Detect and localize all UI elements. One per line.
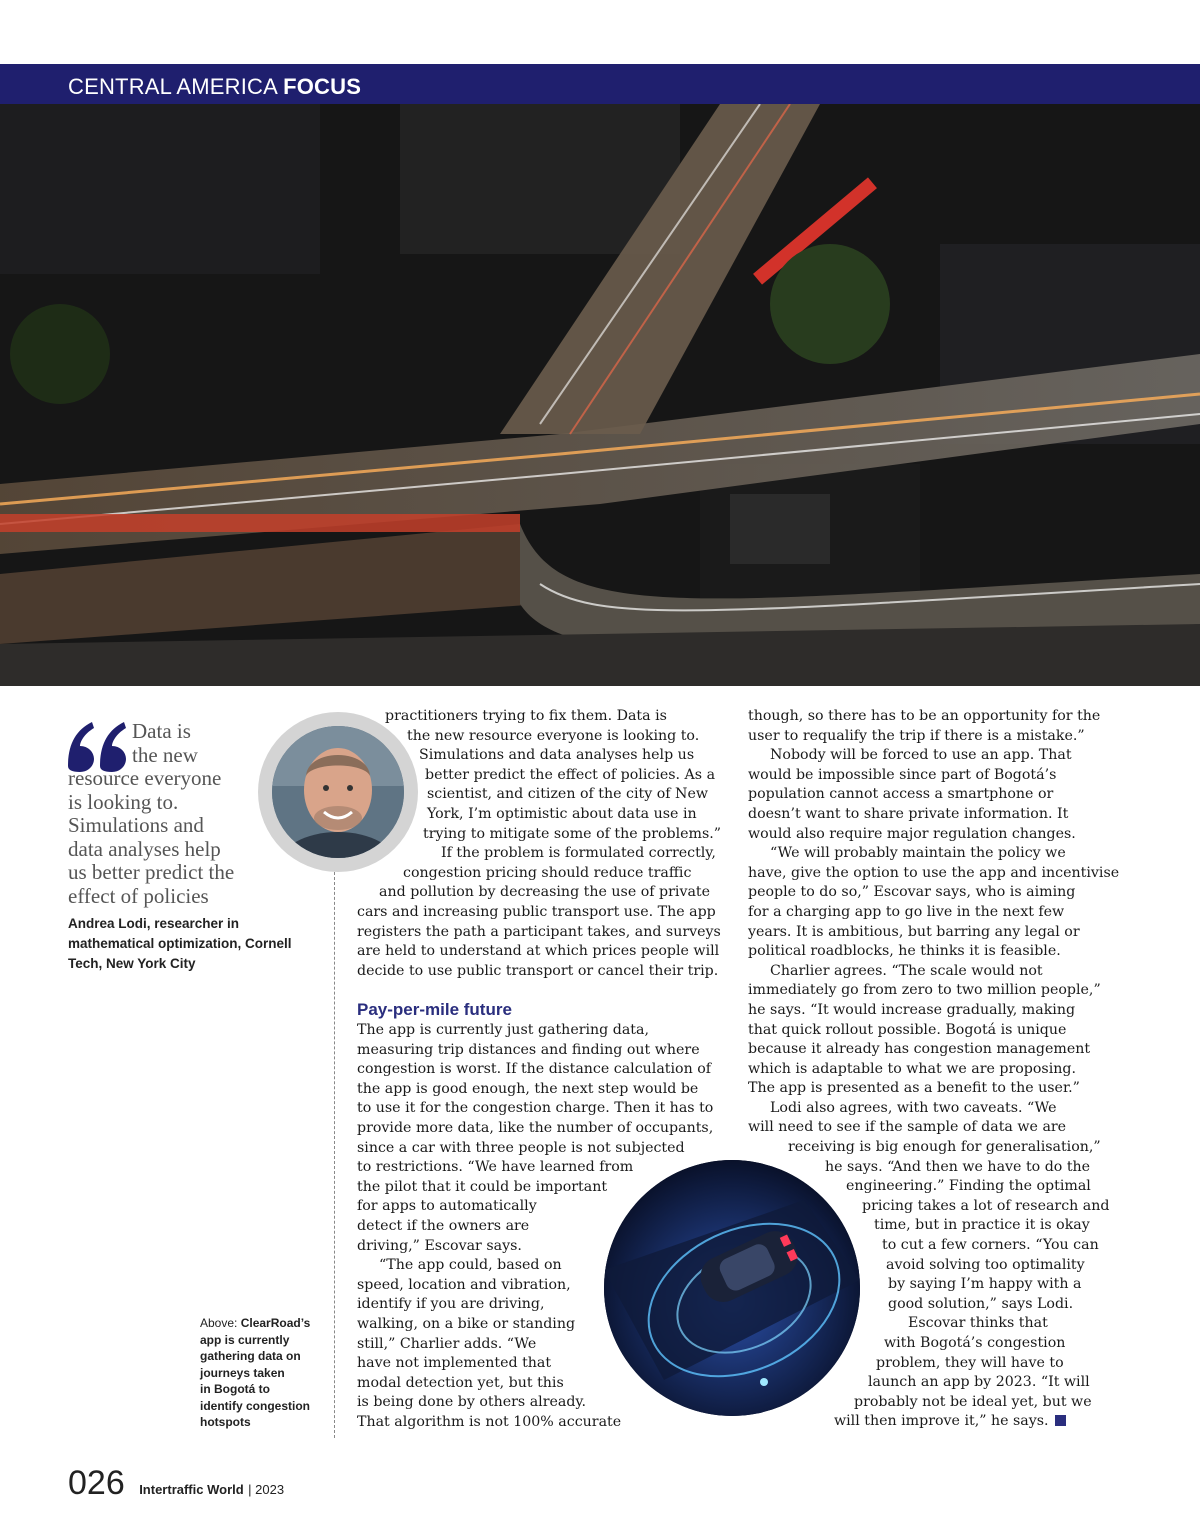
body-line: York, I’m optimistic about data use in bbox=[427, 805, 697, 822]
pull-quote-line: Data is bbox=[132, 719, 191, 743]
body-line: for a charging app to go live in the next few bbox=[748, 903, 1065, 920]
body-line: pricing takes a lot of research and bbox=[862, 1197, 1110, 1214]
body-line: will then improve it,” he says. bbox=[834, 1413, 1049, 1430]
body-line: Escovar thinks that bbox=[908, 1315, 1048, 1332]
body-line: population cannot access a smartphone or bbox=[748, 786, 1054, 803]
body-line: to restrictions. “We have learned from bbox=[357, 1159, 634, 1176]
body-line: to use it for the congestion charge. Then it has to bbox=[357, 1100, 714, 1117]
body-line: would also require major regulation changes. bbox=[748, 825, 1076, 842]
body-line: Charlier agrees. “The scale would not bbox=[770, 962, 1043, 979]
body-line: congestion pricing should reduce traffic bbox=[403, 864, 692, 881]
body-line: Lodi also agrees, with two caveats. “We bbox=[770, 1099, 1057, 1116]
body-line: since a car with three people is not subjected bbox=[357, 1139, 685, 1156]
article-column-middle-top bbox=[357, 707, 721, 981]
body-line: cars and increasing public transport use. The app bbox=[357, 903, 716, 920]
aerial-night-intersection-image bbox=[0, 104, 1200, 686]
attribution-line: mathematical optimization, Cornell bbox=[68, 936, 292, 951]
body-line: years. It is ambitious, but barring any legal or bbox=[748, 923, 1080, 940]
body-line: still,” Charlier adds. “We bbox=[357, 1335, 537, 1352]
hero-photo bbox=[0, 104, 1200, 686]
photo-caption bbox=[200, 1315, 325, 1431]
body-line: better predict the effect of policies. As a bbox=[425, 766, 716, 783]
body-line: the new resource everyone is looking to. bbox=[407, 727, 700, 744]
end-mark-icon bbox=[1055, 1415, 1066, 1426]
body-line: congestion is worst. If the distance calculation of bbox=[357, 1061, 712, 1078]
body-line: have, give the option to use the app and incentivise bbox=[748, 864, 1120, 881]
body-line: political roadblocks, he thinks it is feasible. bbox=[748, 943, 1061, 960]
body-line: speed, location and vibration, bbox=[357, 1276, 571, 1293]
body-line: by saying I’m happy with a bbox=[888, 1276, 1082, 1293]
body-line: immediately go from zero to two million people,” bbox=[748, 982, 1101, 999]
body-line: the app is good enough, the next step would be bbox=[357, 1080, 699, 1097]
body-line: engineering.” Finding the optimal bbox=[846, 1178, 1091, 1195]
caption-line: app is currently bbox=[200, 1332, 290, 1347]
body-line: and pollution by decreasing the use of private bbox=[379, 884, 711, 901]
body-line: practitioners trying to fix them. Data is bbox=[385, 708, 667, 724]
body-line: launch an app by 2023. “It will bbox=[868, 1374, 1090, 1391]
attribution-line: Tech, New York City bbox=[68, 956, 196, 971]
pull-quote-line: the new bbox=[132, 742, 198, 767]
body-line: the pilot that it could be important bbox=[357, 1178, 608, 1195]
body-line: would be impossible since part of Bogotá’s bbox=[748, 766, 1057, 783]
body-line: have not implemented that bbox=[357, 1355, 552, 1372]
body-line: The app is presented as a benefit to the user.” bbox=[748, 1080, 1080, 1097]
pull-quote-line: data analyses help bbox=[68, 836, 221, 861]
body-line: walking, on a bike or standing bbox=[357, 1315, 576, 1332]
body-line: detect if the owners are bbox=[357, 1217, 530, 1234]
attribution-line: Andrea Lodi, researcher in bbox=[68, 916, 240, 931]
caption-lead: Above: bbox=[200, 1316, 238, 1330]
body-line: decide to use public transport or cancel their trip. bbox=[357, 962, 719, 979]
body-line: probably not be ideal yet, but we bbox=[854, 1393, 1092, 1410]
section-focus: FOCUS bbox=[283, 74, 362, 99]
body-line: scientist, and citizen of the city of New bbox=[427, 786, 708, 803]
caption-line: gathering data on bbox=[200, 1349, 301, 1363]
body-line: “The app could, based on bbox=[379, 1257, 562, 1274]
pull-quote-line: is looking to. bbox=[68, 789, 179, 814]
body-line: avoid solving too optimality bbox=[886, 1256, 1085, 1273]
caption-line: hotspots bbox=[200, 1415, 251, 1429]
caption-line: in Bogotá to bbox=[200, 1382, 270, 1396]
issue-year: | 2023 bbox=[248, 1482, 285, 1497]
body-line: identify if you are driving, bbox=[357, 1296, 545, 1313]
magazine-name: Intertraffic World bbox=[139, 1482, 244, 1497]
body-line: The app is currently just gathering data, bbox=[357, 1022, 649, 1038]
body-line: are held to understand at which prices people will bbox=[357, 943, 720, 960]
body-line: that quick rollout possible. Bogotá is unique bbox=[748, 1021, 1067, 1038]
body-line: people to do so,” Escovar says, who is aiming bbox=[748, 884, 1076, 901]
section-title: CENTRAL AMERICA bbox=[68, 74, 277, 99]
body-line: good solution,” says Lodi. bbox=[888, 1295, 1074, 1312]
body-line: Simulations and data analyses help us bbox=[419, 747, 695, 764]
body-line: Nobody will be forced to use an app. That bbox=[770, 747, 1072, 764]
body-line: he says. “It would increase gradually, making bbox=[748, 1001, 1076, 1018]
body-line: That algorithm is not 100% accurate bbox=[357, 1413, 622, 1430]
pull-quote-line: resource everyone bbox=[68, 766, 222, 790]
body-line: will need to see if the sample of data we are bbox=[748, 1119, 1067, 1136]
section-subheading: Pay-per-mile future bbox=[357, 1000, 512, 1019]
body-line: time, but in practice it is okay bbox=[874, 1217, 1090, 1234]
pull-quote-line: Simulations and bbox=[68, 813, 204, 837]
body-line: “We will probably maintain the policy we bbox=[770, 845, 1066, 862]
body-line: because it already has congestion management bbox=[748, 1041, 1091, 1058]
body-line: user to requalify the trip if there is a mistake.” bbox=[748, 727, 1085, 744]
body-line: If the problem is formulated correctly, bbox=[441, 845, 716, 862]
body-line: modal detection yet, but this bbox=[357, 1374, 564, 1391]
page-number: 026 bbox=[68, 1464, 125, 1502]
pull-quote-line: effect of policies bbox=[68, 883, 209, 908]
page-footer bbox=[68, 1464, 284, 1503]
section-banner bbox=[0, 64, 1200, 104]
pull-quote bbox=[68, 720, 268, 908]
caption-line: ClearRoad’s bbox=[240, 1316, 311, 1330]
body-line: he says. “And then we have to do the bbox=[825, 1158, 1091, 1175]
column-divider bbox=[334, 872, 335, 1438]
body-line: for apps to automatically bbox=[357, 1198, 537, 1215]
body-line: doesn’t want to share private information. It bbox=[748, 805, 1069, 822]
body-line: driving,” Escovar says. bbox=[357, 1237, 522, 1254]
body-line: provide more data, like the number of occupants, bbox=[357, 1119, 714, 1136]
body-line: registers the path a participant takes, and surveys bbox=[357, 923, 721, 940]
body-line: which is adaptable to what we are proposing. bbox=[748, 1060, 1076, 1077]
body-line: problem, they will have to bbox=[876, 1354, 1064, 1371]
article-column-right bbox=[748, 707, 1119, 1432]
pull-quote-line: us better predict the bbox=[68, 860, 235, 884]
body-line: to cut a few corners. “You can bbox=[882, 1237, 1099, 1254]
caption-line: identify congestion bbox=[200, 1398, 311, 1413]
pull-quote-attribution bbox=[68, 914, 318, 974]
body-line: receiving is big enough for generalisation,” bbox=[788, 1139, 1101, 1156]
caption-line: journeys taken bbox=[200, 1365, 285, 1380]
body-line: measuring trip distances and finding out where bbox=[357, 1041, 700, 1058]
body-line: with Bogotá’s congestion bbox=[884, 1335, 1066, 1351]
body-line: trying to mitigate some of the problems.” bbox=[423, 825, 722, 842]
body-line: is being done by others already. bbox=[357, 1394, 587, 1411]
body-line: though, so there has to be an opportunity for the bbox=[748, 708, 1101, 724]
